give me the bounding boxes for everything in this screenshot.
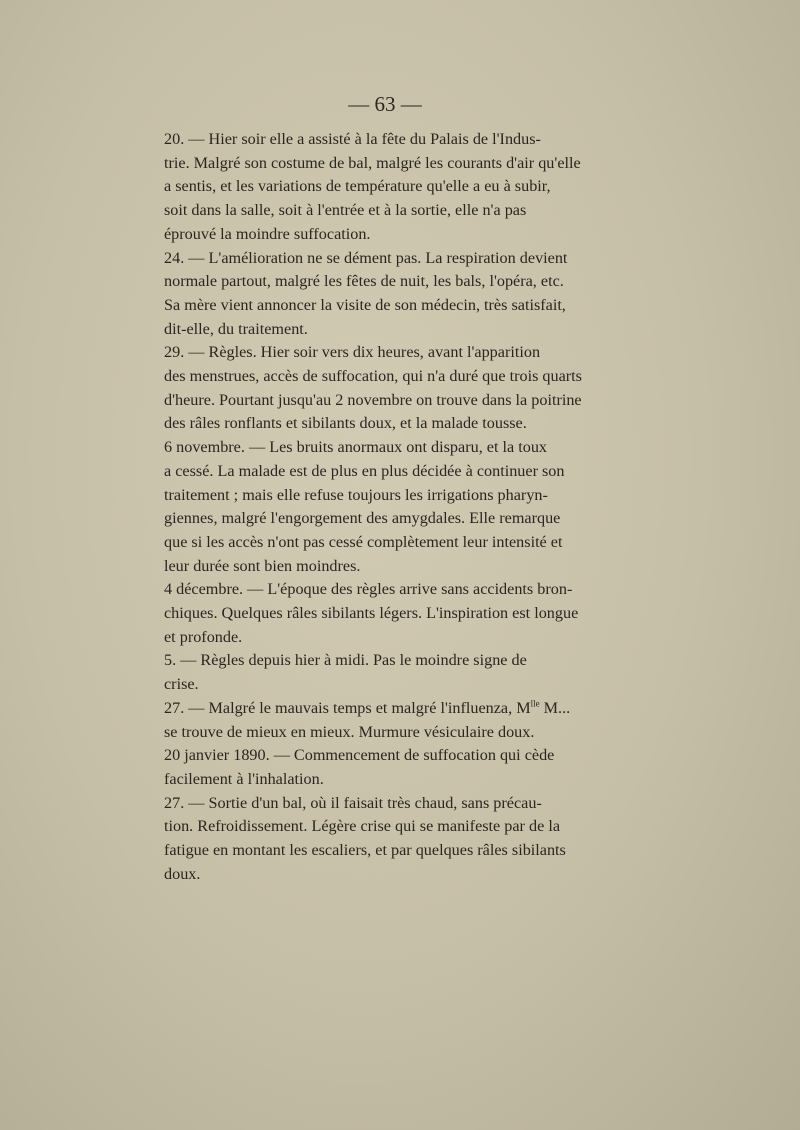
text-line: 6 novembre. — Les bruits anormaux ont disparu, et la toux <box>164 438 548 457</box>
text-line: tion. Refroidissement. Légère crise qui se manifeste par de la <box>164 817 561 836</box>
paragraph-6-novembre <box>144 436 599 578</box>
text-line: giennes, malgré l'engorgement des amygdales. Elle remarque <box>164 509 561 528</box>
text-line: Sa mère vient annoncer la visite de son médecin, très satisfait, <box>164 295 566 314</box>
text-line: trie. Malgré son costume de bal, malgré les courants d'air qu'elle <box>164 153 581 172</box>
text-line: d'heure. Pourtant jusqu'au 2 novembre on trouve dans la poitrine <box>164 390 582 409</box>
paragraph-27-sortie <box>144 792 599 887</box>
text-line: 29. — Règles. Hier soir vers dix heures, avant l'apparition <box>164 343 541 362</box>
body-text <box>144 128 599 887</box>
text-line: facilement à l'inhalation. <box>164 769 324 788</box>
text-line: 24. — L'amélioration ne se dément pas. La respiration devient <box>164 248 568 267</box>
paragraph-24 <box>144 247 599 342</box>
text-line: des râles ronflants et sibilants doux, et la malade tousse. <box>164 414 527 433</box>
text-line: éprouvé la moindre suffocation. <box>164 224 371 243</box>
text-fragment: M... <box>539 698 571 717</box>
superscript-text: lle <box>530 698 540 709</box>
text-line: 20 janvier 1890. — Commencement de suffocation qui cède <box>164 746 555 765</box>
paragraph-4-decembre <box>144 578 599 649</box>
text-line: 27. — Sortie d'un bal, où il faisait très chaud, sans précau- <box>164 793 542 812</box>
text-line: normale partout, malgré les fêtes de nuit, les bals, l'opéra, etc. <box>164 272 564 291</box>
text-line: a cessé. La malade est de plus en plus décidée à continuer son <box>164 461 565 480</box>
text-fragment: 27. — Malgré le mauvais temps et malgré l'influenza, M <box>164 698 531 717</box>
text-line: a sentis, et les variations de température qu'elle a eu à subir, <box>164 177 551 196</box>
text-line: se trouve de mieux en mieux. Murmure vésiculaire doux. <box>164 722 535 741</box>
paragraph-29 <box>144 341 599 436</box>
text-line: doux. <box>164 864 201 883</box>
text-line: et profonde. <box>164 627 243 646</box>
text-line: 4 décembre. — L'époque des règles arrive sans accidents bron- <box>164 580 573 599</box>
text-line: 20. — Hier soir elle a assisté à la fête du Palais de l'Indus- <box>164 130 541 148</box>
paragraph-20 <box>144 128 599 247</box>
paragraph-20-janvier <box>144 744 599 791</box>
text-line: des menstrues, accès de suffocation, qui n'a duré que trois quarts <box>164 367 582 386</box>
text-line: crise. <box>164 675 199 694</box>
text-line: fatigue en montant les escaliers, et par quelques râles sibilants <box>164 841 566 860</box>
paragraph-27 <box>144 697 599 744</box>
text-line: traitement ; mais elle refuse toujours les irrigations pharyn- <box>164 485 548 504</box>
text-line: leur durée sont bien moindres. <box>164 556 361 575</box>
text-line <box>144 697 599 721</box>
paragraph-5 <box>144 649 599 696</box>
text-line: soit dans la salle, soit à l'entrée et à la sortie, elle n'a pas <box>164 201 527 220</box>
page-number: — 63 — <box>348 92 422 116</box>
text-line: chiques. Quelques râles sibilants légers. L'inspiration est longue <box>164 604 579 623</box>
text-line: dit-elle, du traitement. <box>164 319 308 338</box>
text-line: 5. — Règles depuis hier à midi. Pas le moindre signe de <box>164 651 527 670</box>
text-line: que si les accès n'ont pas cessé complètement leur intensité et <box>164 532 563 551</box>
